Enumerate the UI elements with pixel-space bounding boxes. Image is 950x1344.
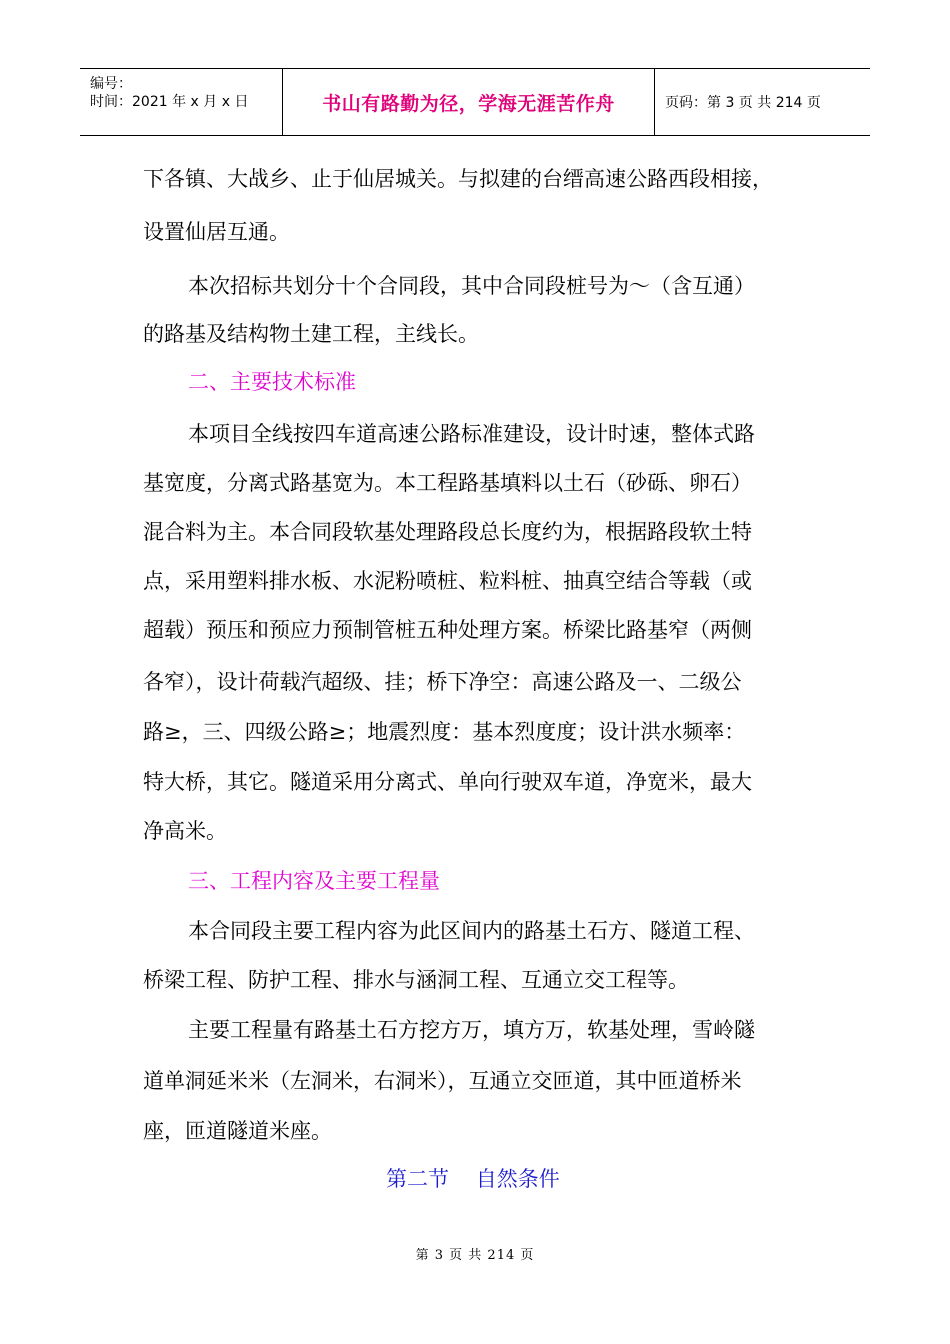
- paragraph-line: 主要工程量有路基土石方挖方万，填方万，软基处理，雪岭隧: [188, 1018, 755, 1042]
- paragraph-line: 混合料为主。本合同段软基处理路段总长度约为，根据路段软土特: [143, 520, 752, 544]
- paragraph-line: 特大桥，其它。隧道采用分离式、单向行驶双车道，净宽米，最大: [143, 770, 752, 794]
- header-motto: 书山有路勤为径，学海无涯苦作舟: [283, 69, 655, 135]
- section-title-natural-conditions: 第二节 自然条件: [386, 1167, 560, 1191]
- paragraph-line: 路≥，三、四级公路≥；地震烈度：基本烈度度；设计洪水频率：: [143, 720, 746, 744]
- header-page-number: 页码：第 3 页 共 214 页: [665, 95, 821, 111]
- page-header: [80, 68, 870, 136]
- paragraph-line: 各窄），设计荷载汽超级、挂；桥下净空：高速公路及一、二级公: [143, 670, 742, 694]
- page-footer: 第 3 页 共 214 页: [415, 1248, 535, 1263]
- paragraph-line: 本次招标共划分十个合同段，其中合同段桩号为～（含互通）: [188, 274, 755, 298]
- paragraph-line: 设置仙居互通。: [143, 220, 290, 244]
- paragraph-line: 桥梁工程、防护工程、排水与涵洞工程、互通立交工程等。: [143, 968, 689, 992]
- paragraph-line: 超载）预压和预应力预制管桩五种处理方案。桥梁比路基窄（两侧: [143, 618, 752, 642]
- paragraph-line: 下各镇、大战乡、止于仙居城关。与拟建的台缙高速公路西段相接，: [143, 167, 773, 191]
- paragraph-line: 道单洞延米米（左洞米，右洞米），互通立交匝道，其中匝道桥米: [143, 1069, 742, 1093]
- paragraph-line: 净高米。: [143, 819, 227, 843]
- header-meta: [80, 69, 283, 135]
- subheading-technical-standards: 二、主要技术标准: [188, 370, 356, 394]
- date-label: 时间：2021 年 x 月 x 日: [90, 94, 249, 110]
- serial-number-label: 编号：: [90, 76, 132, 92]
- paragraph-line: 基宽度，分离式路基宽为。本工程路基填料以土石（砂砾、卵石）: [143, 471, 752, 495]
- paragraph-line: 的路基及结构物土建工程，主线长。: [143, 322, 479, 346]
- paragraph-line: 点，采用塑料排水板、水泥粉喷桩、粒料桩、抽真空结合等载（或: [143, 569, 752, 593]
- paragraph-line: 座，匝道隧道米座。: [143, 1119, 332, 1143]
- paragraph-line: 本合同段主要工程内容为此区间内的路基土石方、隧道工程、: [188, 919, 755, 943]
- paragraph-line: 本项目全线按四车道高速公路标准建设，设计时速，整体式路: [188, 422, 755, 446]
- subheading-work-content: 三、工程内容及主要工程量: [188, 869, 440, 893]
